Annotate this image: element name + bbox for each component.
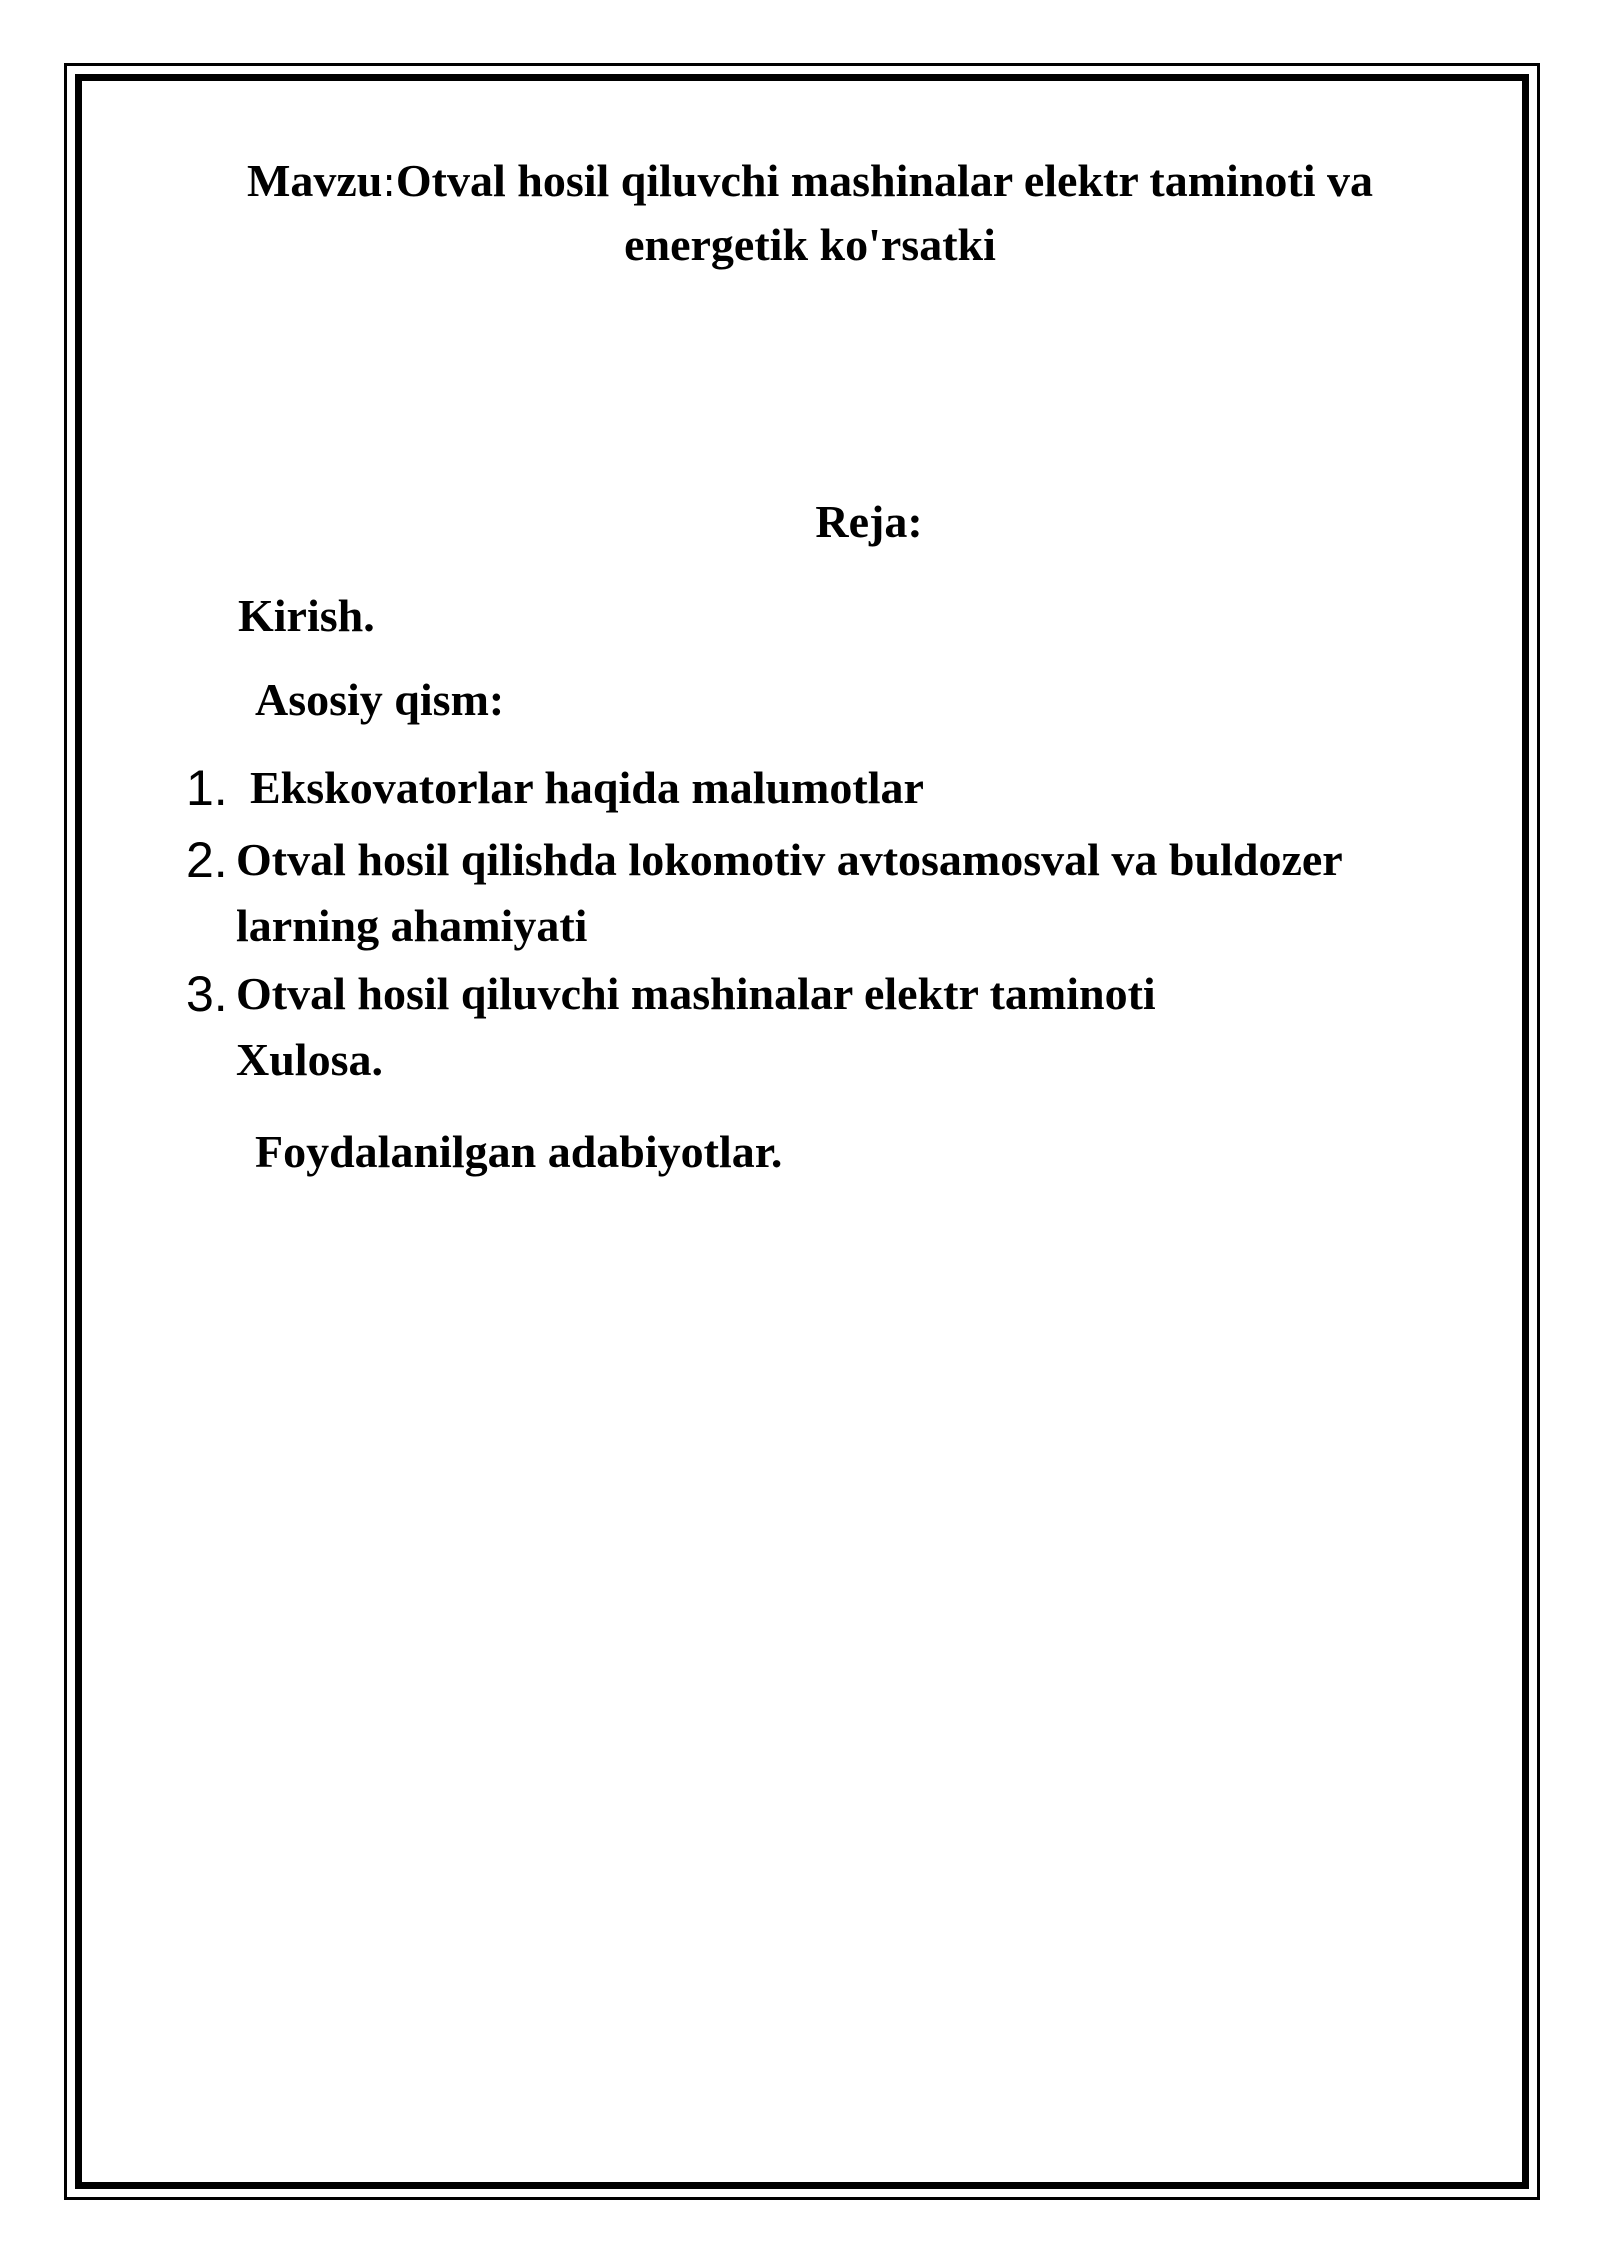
list-item-text: Ekskovatorlar haqida malumotlar <box>250 762 924 813</box>
plan-conclusion: Xulosa. <box>236 1034 383 1085</box>
list-item-text: Otval hosil qilishda lokomotiv avtosamosval va buldozer <box>236 834 1343 885</box>
title-colon: : <box>382 160 396 206</box>
plan-heading: Reja: <box>815 496 923 547</box>
list-item-text: Otval hosil qiluvchi mashinalar elektr taminoti <box>236 968 1156 1019</box>
list-item-number: 3. <box>186 966 228 1022</box>
title-line-1: Otval hosil qiluvchi mashinalar elektr taminoti va <box>395 155 1374 206</box>
plan-intro: Kirish. <box>238 590 375 641</box>
plan-main-part: Asosiy qism: <box>255 674 505 725</box>
document-title <box>140 150 1480 276</box>
title-line-2: energetik ko'rsatki <box>624 219 996 270</box>
list-item-number: 2. <box>186 832 228 888</box>
list-item-number: 1. <box>186 760 228 816</box>
list-item-text-continuation: larning ahamiyati <box>236 900 588 951</box>
title-prefix: Mavzu <box>246 155 383 206</box>
plan-literature: Foydalanilgan adabiyotlar. <box>255 1126 783 1177</box>
